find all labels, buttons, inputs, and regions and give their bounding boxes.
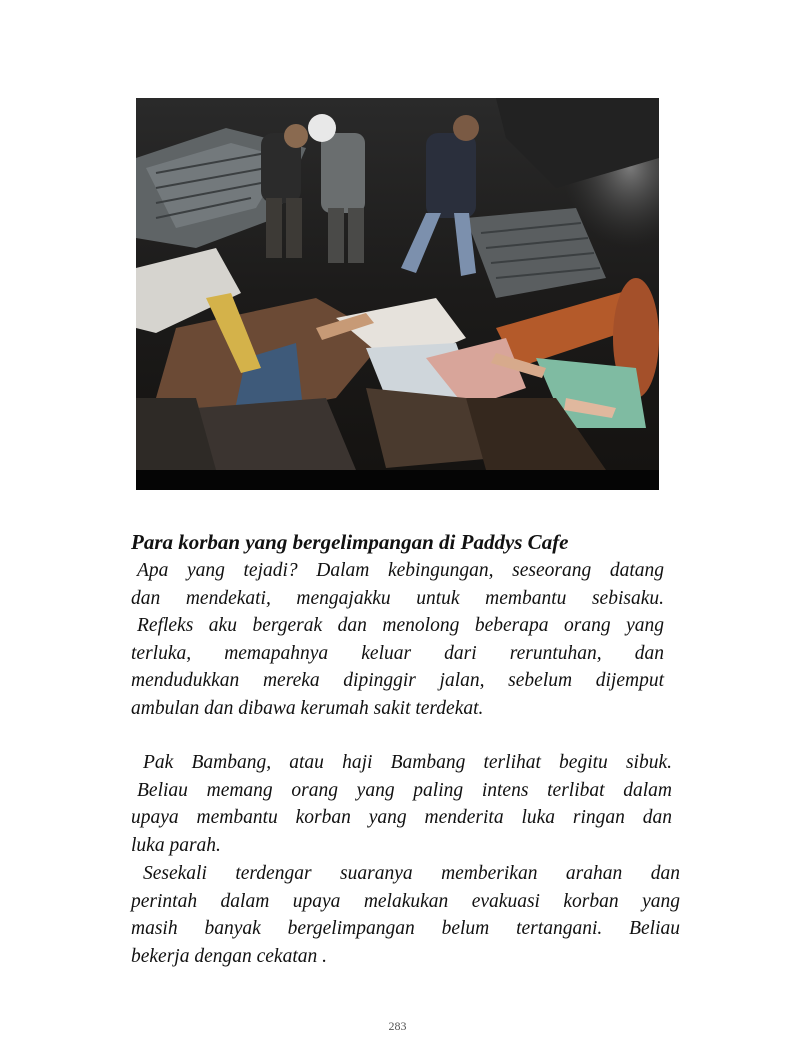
paragraph-line: dan mendekati, mengajakku untuk membantu sebisaku. — [131, 587, 664, 609]
paragraph-2 — [131, 749, 672, 859]
paragraph-line: bekerja dengan cekatan . — [131, 945, 328, 967]
paragraph-line: upaya membantu korban yang menderita luka ringan dan — [131, 807, 672, 828]
paragraph-line: Pak Bambang, atau haji Bambang terlihat begitu sibuk. — [143, 752, 672, 773]
page-number: 283 — [388, 1019, 407, 1033]
paragraph-3 — [131, 860, 680, 970]
paragraph-line: Beliau memang orang yang paling intens terlibat dalam — [137, 779, 672, 801]
rubble-victims-photo-icon — [136, 98, 659, 490]
photo — [136, 98, 659, 490]
paragraph-line: Apa yang tejadi? Dalam kebingungan, seseorang datang — [137, 560, 664, 581]
paragraph-line: terluka, memapahnya keluar dari reruntuhan, dan — [131, 642, 664, 664]
paragraph-line: luka parah. — [131, 834, 221, 856]
photo-caption: Para korban yang bergelimpangan di Paddys Cafe — [131, 530, 569, 554]
paragraph-line: masih banyak bergelimpangan belum tertangani. Beliau — [131, 918, 680, 939]
paragraph-line: perintah dalam upaya melakukan evakuasi korban yang — [131, 890, 680, 912]
paragraph-line: Refleks aku bergerak dan menolong beberapa orang yang — [137, 615, 664, 636]
paragraph-line: Sesekali terdengar suaranya memberikan arahan dan — [143, 863, 680, 884]
paragraph-1 — [131, 557, 664, 722]
paragraph-line: ambulan dan dibawa kerumah sakit terdekat. — [131, 697, 484, 719]
paragraph-line: mendudukkan mereka dipinggir jalan, sebelum dijemput — [131, 670, 664, 691]
